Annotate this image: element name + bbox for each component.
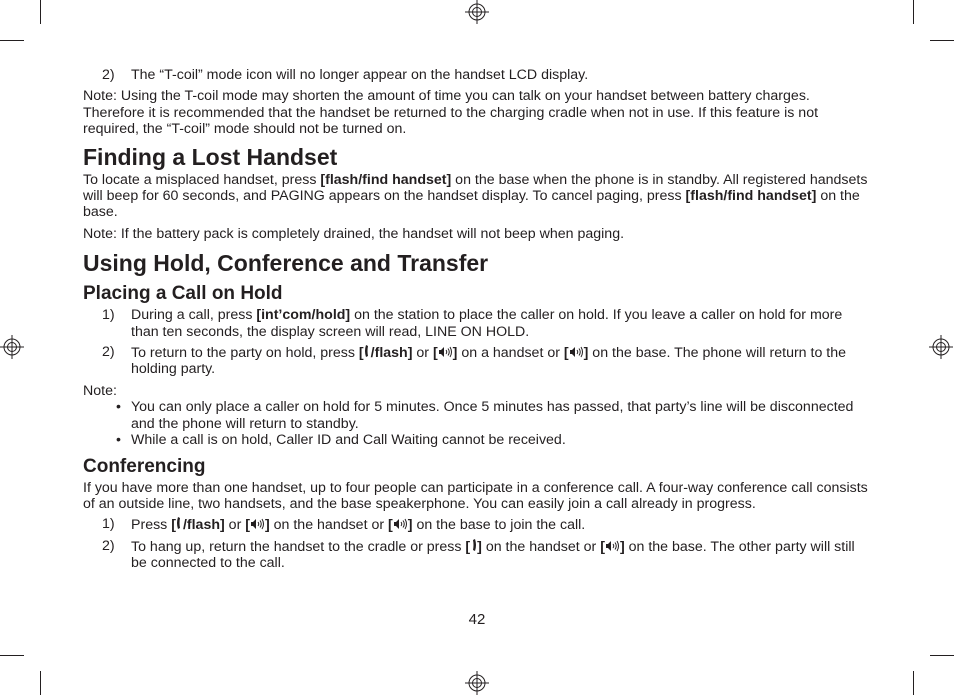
speaker-icon <box>393 518 408 530</box>
subheading-conferencing: Conferencing <box>83 455 206 477</box>
talk-icon <box>364 344 371 358</box>
item-number: 1) <box>102 307 115 324</box>
page-content <box>83 67 873 572</box>
section-title-hold: Using Hold, Conference and Transfer <box>83 250 489 277</box>
conferencing-paragraph: If you have more than one handset, up to four people can participate in a conference call. A four-way conference call consists of an outside line, two handsets, and the base speakerphone. You can easily join a call already in progress. <box>83 479 868 512</box>
find-paragraph: To locate a misplaced handset, press [flash/find handset] on the base when the phone is in standby. All registered handsets will beep for 60 seconds, and PAGING appears on the handset display. To cancel paging, press [flash/find handset] on the base. <box>83 171 868 221</box>
talk-icon <box>176 516 183 530</box>
page-number: 42 <box>468 611 486 628</box>
item-text: The “T-coil” mode icon will no longer appear on the handset LCD display. <box>131 67 589 83</box>
item-number: 1) <box>102 516 115 533</box>
item-number: 2) <box>102 537 115 554</box>
registration-mark-icon <box>0 335 24 359</box>
bullet-item: • While a call is on hold, Caller ID and Call Waiting cannot be received. <box>116 432 566 449</box>
bullet: • <box>116 432 121 449</box>
list-item: 2) To hang up, return the handset to the cradle or press [ ] on the handset or [ ] on the base. The other party will still be connected to the call. <box>102 537 855 572</box>
note-label: Note: <box>83 382 117 399</box>
subheading-hold: Placing a Call on Hold <box>83 283 283 305</box>
registration-mark-icon <box>465 671 489 695</box>
registration-mark-icon <box>929 335 953 359</box>
bullet-item: • You can only place a caller on hold for 5 minutes. Once 5 minutes has passed, that party’s line will be disconnected and the phone will return to standby. <box>116 399 854 432</box>
speaker-icon <box>605 540 620 552</box>
registration-mark-icon <box>465 0 489 24</box>
speaker-icon <box>250 518 265 530</box>
intercom-hold-key: [int’com/hold] <box>256 307 351 324</box>
item-number: 2) <box>102 67 115 83</box>
flash-find-key: [flash/find handset] <box>320 171 452 188</box>
speaker-icon <box>438 346 453 358</box>
list-item <box>83 67 873 83</box>
bullet: • <box>116 399 121 416</box>
flash-find-key: [flash/find handset] <box>685 188 817 205</box>
item-number: 2) <box>102 344 115 361</box>
find-note: Note: If the battery pack is completely drained, the handset will not beep when paging. <box>83 225 625 242</box>
list-item: 1) During a call, press [int’com/hold] on the station to place the caller on hold. If you leave a caller on hold for more than ten seconds, the display screen will read, LINE ON HOLD. <box>102 307 843 340</box>
list-item: 2) To return to the party on hold, press [ /flash] or [ ] on a handset or [ ] on the base. The phone will return to the holding party. <box>102 344 847 378</box>
section-title-finding-handset: Finding a Lost Handset <box>83 143 338 170</box>
note-tcoil: Note: Using the T-coil mode may shorten the amount of time you can talk on your handset between battery charges. Therefore it is recommended that the handset be returned to the charging cradle when not in use. If this feature is not required, the “T-coil” mode should not be turned on. <box>83 88 819 138</box>
speaker-icon <box>569 346 584 358</box>
list-item: 1) Press [ /flash] or [ ] on the handset or [ ] on the base to join the call. <box>102 516 586 534</box>
